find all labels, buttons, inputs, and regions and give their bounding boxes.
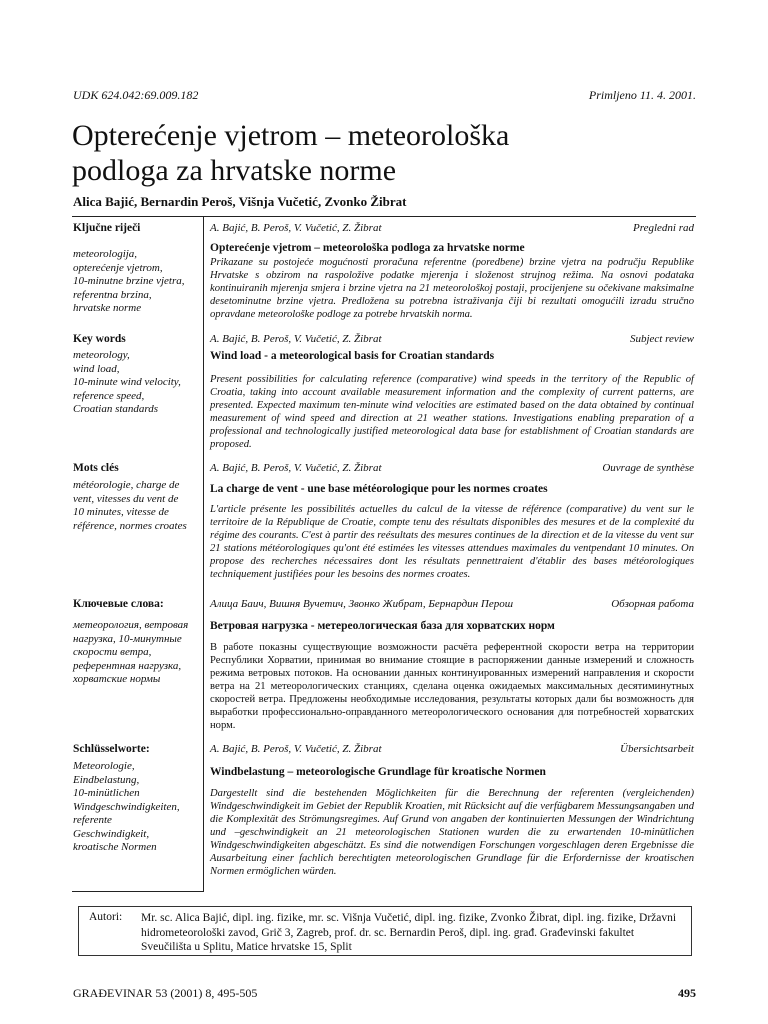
keywords-list-hr <box>73 248 199 316</box>
keywords-heading-en: Key words <box>73 333 126 345</box>
keyword: хорватские нормы <box>73 673 161 685</box>
keyword: 10 minutes, vitesse de <box>73 506 169 518</box>
keyword: Windgeschwindigkeiten, <box>73 800 180 813</box>
section-title-en: Wind load - a meteorological basis for Croatian standards <box>210 350 495 362</box>
abstract-de: Dargestellt sind die bestehenden Möglichkeiten für die Berechnung der referenten (vergleichenden) Windgeschwindigkeit im Gebiet der Republik Kroatien, mit Rücksicht auf die verfügbarem Messungsangaben und die Komplexität des Strömungsregimes. Auf Grund von angaben der kontinuierten Messungen der Windrichtung und –geschwindigkeit an 21 meteorologischen Stationen wurden die zu erwartenden 10-minütlichen Windgeschwindigkeiten abgeschätzt. Es sind die notwendigen Forschungen vorgeschlagen deren Ergebnisse die Ausarbeitung einer fachlich berechtigten meteorologischen Grundlage für die Erfordernisse der kroatischen Normen ermöglichen würden. <box>210 788 694 877</box>
section-authors-en <box>210 333 694 345</box>
author-box-text: Mr. sc. Alica Bajić, dipl. ing. fizike, mr. sc. Višnja Vučetić, dipl. ing. fizike, Zvonko Žibrat, dipl. ing. fizike, Državni hidrometeorološki zavod, Grič 3, Zagreb, prof. dr. sc. Bernardin Peroš, dipl. ing. građ. Građevinski fakultet Sveučilišta u Splitu, Matice hrvatske 15, Split <box>141 912 677 953</box>
column-divider <box>203 216 204 892</box>
keyword: hrvatske norme <box>73 302 142 314</box>
section-author-names: A. Bajić, B. Peroš, V. Vučetić, Z. Žibrat <box>210 462 382 474</box>
abstract-hr: Prikazane su postojeće mogućnosti proračuna referentne (poredbene) brzine vjetra na području Republike Hrvatske s obzirom na raspoložive podatke mjerenja i složenost strujnog režima. Na osnovi podataka kontinuiranih mjerenja smjera i brzine vjetra na 21 meteorološkoj postaji, procijenjene su očekivane maksimalne desetominutne brzine vjetra. Predložena su potrebna istraživanja čiji bi rezultati omogućili izradu stručno opravdane meteorološke podloge za potrebe hrvatskih norma. <box>210 257 694 320</box>
abstract-en: Present possibilities for calculating reference (comparative) wind speeds in the territory of the Republic of Croatia, taking into account available measurement information and the complexity of current patterns, are presented. Expected maximum ten-minute wind velocities are estimated based on the data obtained by continual measurement of wind speed and direction at 21 weather stations. Investigations enabling preparation of a professional and technologically justified meteorological data base for establishment of Croatian standards are proposed. <box>210 374 694 450</box>
section-title-fr: La charge de vent - une base météorologique pour les normes croates <box>210 483 548 495</box>
keyword: Eindbelastung, <box>73 773 140 786</box>
section-author-names: Алица Баич, Вишня Вучетич, Звонко Жибрат, Бернардин Перош <box>210 598 514 610</box>
received-date: Primljeno 11. 4. 2001. <box>588 88 696 102</box>
author-list: Alica Bajić, Bernardin Peroš, Višnja Vučetić, Zvonko Žibrat <box>73 194 407 209</box>
keyword: нагрузка, 10-минутные <box>73 632 182 645</box>
section-title-de: Windbelastung – meteorologische Grundlage für kroatische Normen <box>210 766 546 778</box>
section-title-hr: Opterećenje vjetrom – meteorološka podloga za hrvatske norme <box>210 242 525 254</box>
paper-title <box>72 118 712 188</box>
keywords-heading-de: Schlüsselworte: <box>73 743 150 755</box>
left-column-bottom-rule <box>72 891 204 892</box>
keyword: referente <box>73 814 112 826</box>
section-type-label: Übersichtsarbeit <box>620 743 694 755</box>
section-type-label: Ouvrage de synthèse <box>602 462 694 474</box>
abstract-ru: В работе показны существующие возможности расчёта референтной скорости ветра на территории Республики Хорватии, принимая во внимание стоящие в распоряжении данные измерений и сложность режима ветровых потоков. На основании данных континуированных измерений направления и скорости ветра на 21 метеорологических станциях, сделана оценка ожидаемых максимальных десятиминутных скоростей ветра. Предложены необходимые исследования, результаты которых дали бы возможность для выработки профессионально-оправданного метеорологического основания для потребностей хорватских норм. <box>210 642 694 731</box>
keywords-heading-ru: Ключевые слова: <box>73 598 164 610</box>
section-author-names: A. Bajić, B. Peroš, V. Vučetić, Z. Žibrat <box>210 222 382 234</box>
keyword: wind load, <box>73 362 120 375</box>
author-affiliation-box <box>78 906 692 956</box>
keyword: метеорология, ветровая <box>73 619 189 631</box>
keyword: référence, normes croates <box>73 519 187 532</box>
author-box-label: Autori: <box>89 911 123 923</box>
keyword: météorologie, charge de <box>73 479 180 491</box>
journal-citation: GRAĐEVINAR 53 (2001) 8, 495-505 <box>73 986 258 1000</box>
keyword: meteorology, <box>73 349 130 361</box>
keywords-list-de <box>73 760 199 855</box>
udk-code: UDK 624.042:69.009.182 <box>73 88 199 102</box>
section-author-names: A. Bajić, B. Peroš, V. Vučetić, Z. Žibrat <box>210 743 382 755</box>
section-title-ru: Ветровая нагрузка - метереологическая база для хорватских норм <box>210 620 555 632</box>
keywords-heading-hr: Ključne riječi <box>73 222 141 234</box>
keyword: kroatische Normen <box>73 841 157 853</box>
section-authors-fr <box>210 462 694 474</box>
section-type-label: Обзорная работа <box>611 598 694 610</box>
keywords-list-en <box>73 349 199 417</box>
section-type-label: Subject review <box>629 333 694 345</box>
title-line-1: Opterećenje vjetrom – meteorološka <box>72 119 510 152</box>
title-line-2: podloga za hrvatske norme <box>72 154 397 187</box>
keyword: Meteorologie, <box>73 760 135 772</box>
keyword: reference speed, <box>73 389 145 402</box>
section-authors-ru <box>210 598 694 610</box>
keyword: 10-minute wind velocity, <box>73 376 181 388</box>
section-type-label: Pregledni rad <box>633 222 694 234</box>
keywords-list-ru <box>73 619 199 687</box>
keyword: Geschwindigkeit, <box>73 827 150 840</box>
keywords-heading-fr: Mots clés <box>73 462 119 474</box>
keyword: referentna brzina, <box>73 288 152 301</box>
section-authors-hr <box>210 222 694 234</box>
page-number: 495 <box>678 986 696 1000</box>
keyword: скорости ветра, <box>73 646 152 658</box>
keyword: opterećenje vjetrom, <box>73 261 163 274</box>
keyword: референтная нагрузка, <box>73 659 182 672</box>
keyword: meteorologija, <box>73 248 138 260</box>
keyword: 10-minütlichen <box>73 787 140 799</box>
keyword: Croatian standards <box>73 403 159 415</box>
keywords-list-fr <box>73 479 199 533</box>
abstract-fr: L'article présente les possibilités actuelles du calcul de la vitesse de référence (comparative) du vent sur le territoire de la République de Croatie, compte tenu des résultats disponibles des mesures et de la complexité du régime des courants. C'est à partir des reésultats des mesures continues de la direction et de la vitesse du vent sur 21 stations météorologiques qu'ont été estimées les vitesses attendues maximales du ventpendant 10 minutes. On propose des recherches nécessaires dont les résultats pennettraient d'établir des bases météorologiques techniquement justifiées pour les besoins des normes croates. <box>210 504 694 580</box>
keyword: 10-minutne brzine vjetra, <box>73 275 185 287</box>
top-rule <box>72 216 696 217</box>
keyword: vent, vitesses du vent de <box>73 492 179 505</box>
section-author-names: A. Bajić, B. Peroš, V. Vučetić, Z. Žibrat <box>210 333 382 345</box>
section-authors-de <box>210 743 694 755</box>
